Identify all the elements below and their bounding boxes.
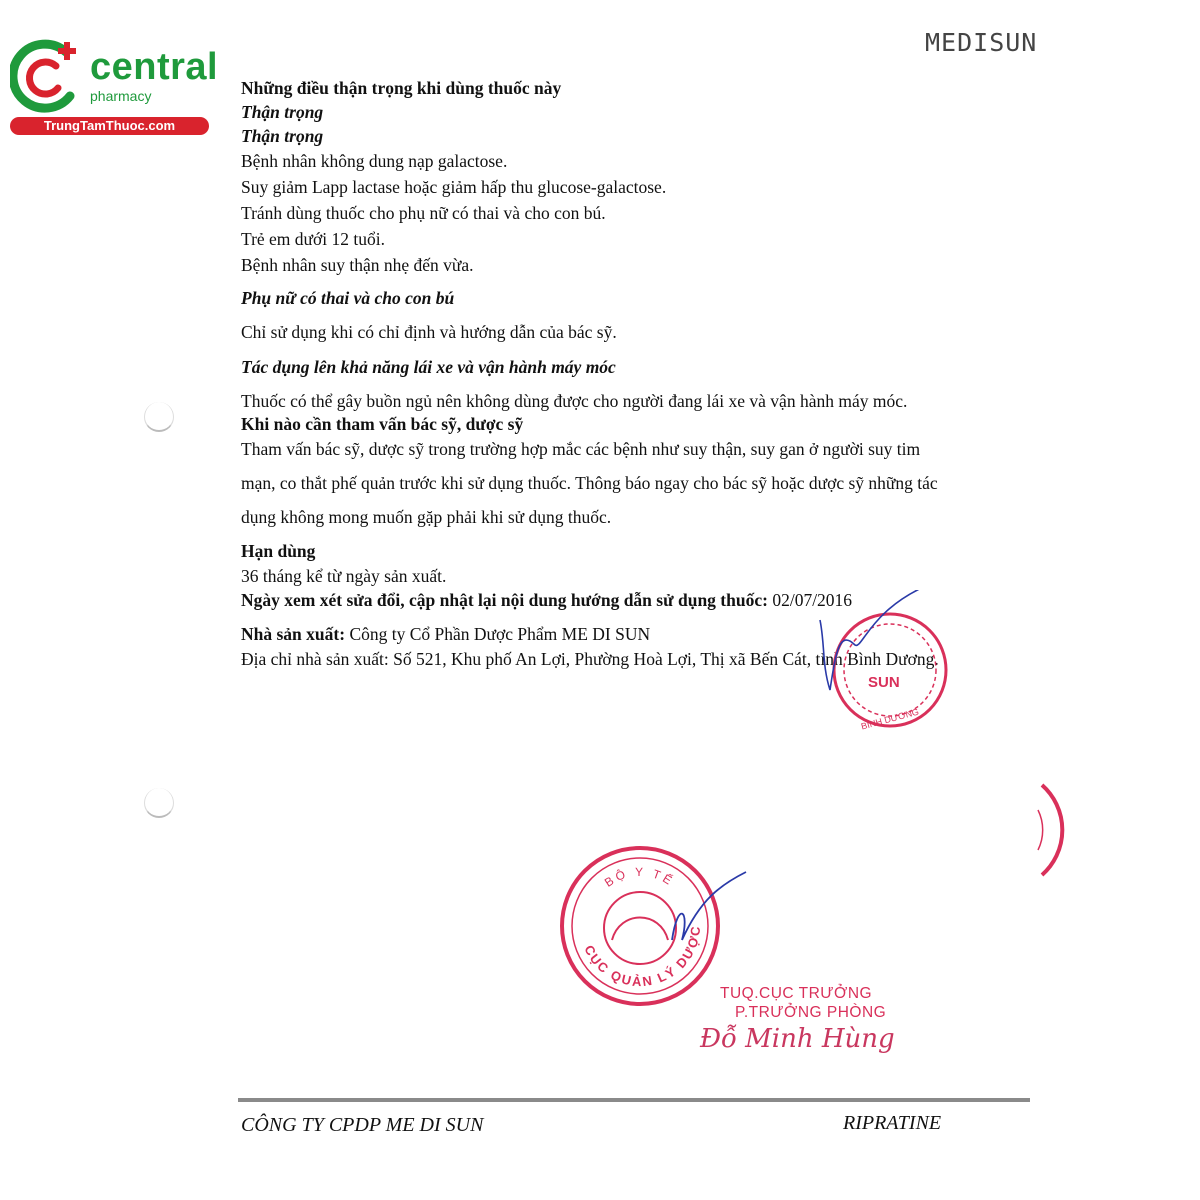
body-line: Bệnh nhân suy thận nhẹ đến vừa. <box>241 255 474 275</box>
body-line: Tham vấn bác sỹ, dược sỹ trong trường hợp mắc các bệnh như suy thận, suy gan ở người suy tim <box>241 439 921 459</box>
body-line: Chỉ sử dụng khi có chỉ định và hướng dẫn của bác sỹ. <box>241 322 617 342</box>
signer-name: Đỗ Minh Hùng <box>700 1024 895 1054</box>
company-stamp <box>800 590 950 740</box>
logo-name: central <box>90 46 219 88</box>
brand-mark: MEDISUN <box>925 28 1038 57</box>
subheading: Khi nào cần tham vấn bác sỹ, dược sỹ <box>241 414 524 434</box>
punch-hole <box>144 788 174 818</box>
address-line: Địa chỉ nhà sản xuất: Số 521, Khu phố An Lợi, Phường Hoà Lợi, Thị xã Bến Cát, tỉnh Bình Dương. <box>241 649 939 669</box>
signer-position: P.TRƯỞNG PHÒNG <box>735 1004 887 1021</box>
maker-name: Công ty Cổ Phần Dược Phẩm ME DI SUN <box>349 624 651 644</box>
subheading: Hạn dùng <box>241 541 316 561</box>
logo-website: TrungTamThuoc.com <box>10 117 209 135</box>
logo-mark-icon <box>10 38 88 116</box>
punch-hole <box>144 402 174 432</box>
partial-stamp <box>1030 780 1070 880</box>
footer-company: CÔNG TY CPDP ME DI SUN <box>241 1114 484 1136</box>
body-line: Suy giảm Lapp lactase hoặc giảm hấp thu glucose-galactose. <box>241 177 667 197</box>
footer-product: RIPRATINE <box>843 1112 942 1134</box>
subheading: Thận trọng <box>241 102 324 122</box>
review-date: 02/07/2016 <box>772 590 853 610</box>
subheading: Tác dụng lên khả năng lái xe và vận hành máy móc <box>241 357 616 377</box>
review-line <box>241 590 852 611</box>
body-line: Bệnh nhân không dung nạp galactose. <box>241 151 508 171</box>
body-line: Trẻ em dưới 12 tuổi. <box>241 229 385 249</box>
footer-divider <box>238 1098 1030 1102</box>
maker-label: Nhà sản xuất: <box>241 624 346 644</box>
company-stamp-text: SUN <box>868 674 900 691</box>
logo-subtitle: pharmacy <box>90 88 152 104</box>
ministry-stamp-top: BỘ Y TẾ <box>601 864 677 890</box>
ministry-stamp-bottom: CỤC QUẢN LÝ DƯỢC <box>581 923 704 990</box>
section-heading: Những điều thận trọng khi dùng thuốc này <box>241 78 562 98</box>
svg-text:BỘ Y TẾ <box>602 865 677 890</box>
body-line: 36 tháng kể từ ngày sản xuất. <box>241 566 447 586</box>
signer-title: TUQ.CỤC TRƯỞNG <box>720 985 873 1002</box>
company-stamp-place: BÌNH DƯƠNG <box>859 706 920 732</box>
review-label: Ngày xem xét sửa đổi, cập nhật lại nội dung hướng dẫn sử dụng thuốc: <box>241 590 768 610</box>
subheading: Thận trọng <box>241 126 324 146</box>
subheading: Phụ nữ có thai và cho con bú <box>241 288 455 308</box>
maker-line <box>241 624 650 645</box>
body-line: Tránh dùng thuốc cho phụ nữ có thai và cho con bú. <box>241 203 606 223</box>
body-line: Thuốc có thể gây buồn ngủ nên không dùng được cho người đang lái xe và vận hành máy móc. <box>241 391 908 411</box>
body-line: dụng không mong muốn gặp phải khi sử dụng thuốc. <box>241 507 612 527</box>
body-line: mạn, co thắt phế quản trước khi sử dụng thuốc. Thông báo ngay cho bác sỹ hoặc dược sỹ những tác <box>241 473 938 493</box>
